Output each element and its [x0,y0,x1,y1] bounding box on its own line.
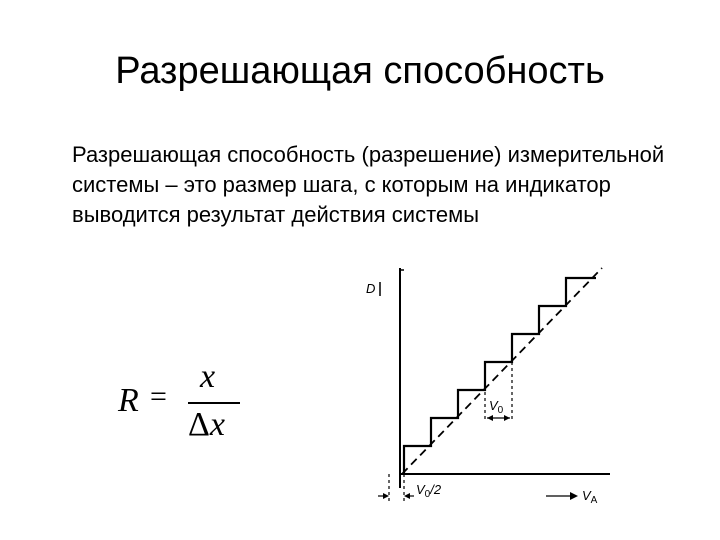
quantization-diagram [360,262,620,512]
offset-arrow-head-left [383,493,389,499]
offset-label [416,482,442,500]
definition-text: Разрешающая способность (разрешение) измерительной системы – это размер шага, с которым на индикатор выводится результат действия системы [72,142,665,227]
x-axis-label [582,488,598,506]
offset-label-suffix: /2 [430,482,442,497]
offset-label-v: V [416,482,425,497]
step-arrow-head-left [487,415,493,421]
x-axis-label-v: V [582,488,591,503]
offset-label-sub: 0 [424,489,431,500]
slide-title: Разрешающая способность [115,50,605,92]
y-axis-label: D [366,281,376,296]
step-label-v: V [489,398,498,413]
step-width-label [489,398,504,416]
x-axis-label-sub: A [590,495,598,506]
step-arrow-head-right [504,415,510,421]
fraction-bar [188,402,240,404]
offset-arrow-head-right [404,493,410,499]
formula-equals: = [150,380,167,413]
resolution-formula [112,358,252,448]
formula-denominator-var: x [209,406,225,443]
formula-denominator [188,406,225,444]
step-label-sub: 0 [497,405,504,416]
formula-numerator: x [200,358,216,395]
formula-lhs: R [118,382,139,419]
x-axis-arrow-head [570,492,578,500]
delta-symbol: Δ [188,406,210,443]
staircase-response [404,278,596,474]
